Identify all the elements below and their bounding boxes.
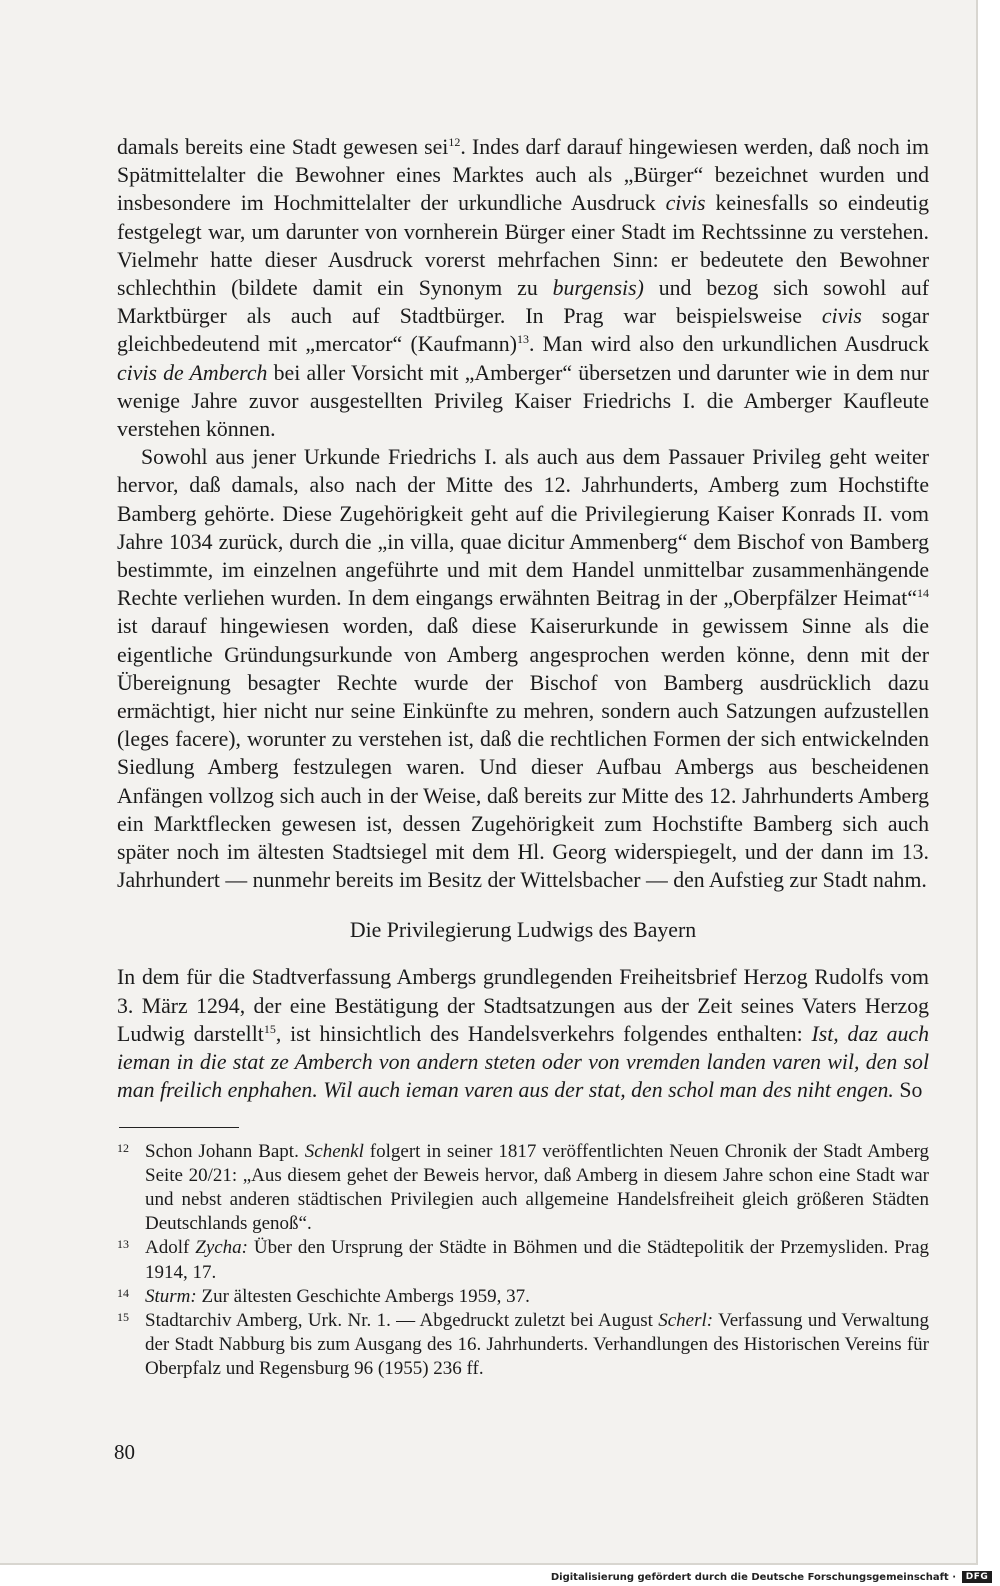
footnote-number: 13	[117, 1237, 129, 1252]
italic-term: burgensis)	[552, 276, 644, 301]
text-run: In dem für die Stadtverfassung Ambergs grundlegenden Freiheitsbrief Herzog Rudolfs vom 3. März 1294, der eine Bestätigung der Stadtsatzungen aus der Zeit seines Vaters Herzog Ludwig darstellt	[117, 965, 929, 1046]
italic-term: civis	[665, 191, 706, 216]
text-run: . Indes darf darauf hingewiesen werden, daß noch im Spätmittelalter die Bewohner eines Marktes auch als „Bürger“ bezeichnet wurden und insbesondere im Hochmittelalter der urkundliche Ausdruck	[117, 135, 929, 216]
text-run: , ist hinsichtlich des Handelsverkehrs folgendes enthalten:	[275, 1021, 812, 1046]
footnote-ref-12[interactable]: 12	[448, 135, 461, 149]
footnote-14	[117, 1285, 929, 1309]
italic-author: Schenkl	[304, 1140, 364, 1162]
text-run: damals bereits eine Stadt gewesen sei	[117, 135, 449, 159]
text-run: Zur ältesten Geschichte Ambergs 1959, 37.	[196, 1285, 530, 1307]
text-run: . Man wird also den urkundlichen Ausdruck	[528, 332, 929, 357]
text-run: ist darauf hingewiesen worden, daß diese Kaiserurkunde in gewissem Sinne als die eigentliche Gründungsurkunde von Amberg angesprochen werden könne, denn mit der Übereignung besagter Rechte wurde der Bischof von Bamberg ausdrücklich dazu ermächtigt, hier nicht nur seine Einkünfte zu mehren, sondern auch Satzungen aufzustellen (leges facere), worunter zu verstehen ist, daß die rechtlichen Formen der sich entwickelnden Siedlung Amberg festzulegen waren. Und dieser Aufbau Ambergs aus bescheidenen Anfängen vollzog sich auch in der Weise, daß bereits zur Mitte des 12. Jahrhunderts Amberg ein Marktflecken gewesen ist, dessen Zugehörigkeit zum Hochstifte Bamberg sich auch später noch im ältesten Stadtsiegel mit dem Hl. Georg widerspiegelt, und der dann im 13. Jahrhundert — nunmehr bereits im Besitz der Wittelsbacher — den Aufstieg zur Stadt nahm.	[117, 614, 929, 893]
text-run: bei aller Vorsicht mit „Amberger“ übersetzen und darunter wie in dem nur wenige Jahre zuvor ausgestellten Privileg Kaiser Friedrichs I. die Amberger Kaufleute verstehen können.	[117, 360, 929, 442]
digitization-credit: Digitalisierung gefördert durch die Deutsche Forschungsgemeinschaft ·	[550, 1572, 956, 1583]
text-run: keinesfalls so eindeutig festgelegt war, um darunter von vornherein Bürger einer Stadt im Rechtssinne zu verstehen. Vielmehr hatte dieser Ausdruck vorerst mehrfachen Sinn: er bedeutete den Bewohner schlechthin (bildete damit ein Synonym zu	[117, 191, 929, 301]
italic-author: Zycha:	[195, 1237, 249, 1259]
footnote-15	[117, 1309, 929, 1382]
footnote-12	[117, 1140, 929, 1237]
footnote-ref-14[interactable]: 14	[917, 586, 929, 601]
footnote-ref-13[interactable]: 13	[516, 332, 529, 347]
page-number: 80	[114, 1440, 135, 1464]
italic-term: civis de Amberch	[117, 360, 268, 385]
section-heading: Die Privilegierung Ludwigs des Bayern	[349, 918, 697, 943]
text-run: Schon Johann Bapt.	[145, 1140, 305, 1162]
italic-author: Sturm:	[145, 1285, 197, 1307]
footnote-ref-15[interactable]: 15	[263, 1021, 276, 1036]
text-run: sogar gleichbedeutend mit „mercator“ (Kaufmann)	[117, 304, 929, 357]
italic-author: Scherl:	[658, 1309, 714, 1331]
dfg-logo: DFG	[962, 1571, 992, 1583]
footnote-13	[117, 1236, 929, 1284]
text-run: Sowohl aus jener Urkunde Friedrichs I. als auch aus dem Passauer Privileg geht weiter hervor, daß damals, also nach der Mitte des 12. Jahrhunderts, Amberg zum Hochstifte Bamberg gehörte. Diese Zugehörigkeit geht auf die Privilegierung Kaiser Konrads II. vom Jahre 1034 zurück, durch die „in villa, quae dicitur Ammenberg“ dem Bischof von Bamberg bestimmte, im einzelnen angeführte und mit dem Handel unmittelbar zusammenhängende Rechte verliehen wurden. In dem eingangs erwähnten Beitrag in der „Oberpfälzer Heimat“	[117, 445, 929, 611]
footnote-number: 15	[117, 1309, 129, 1324]
text-run: folgert in seiner 1817 veröffentlichten Neuen Chronik der Stadt Amberg Seite 20/21: „Aus diesem gehet der Beweis hervor, daß Amberg in diesem Jahre schon eine Stadt war und nebst anderen städtischen Privilegien auch allgemeine Handelsfreiheit gleich größeren Städten Deutschlands genoß“.	[145, 1140, 929, 1235]
paragraph-1	[117, 133, 929, 443]
text-run: Stadtarchiv Amberg, Urk. Nr. 1. — Abgedruckt zuletzt bei August	[145, 1309, 659, 1331]
footnote-separator	[119, 1127, 239, 1128]
paragraph-2	[117, 443, 929, 894]
footnote-number: 14	[117, 1285, 129, 1300]
text-run: So	[893, 1078, 923, 1103]
italic-quote: Ist, daz auch ieman in die stat ze Amberch von andern steten oder von vremden landen varen wil, den sol man freilich enphahen. Wil auch ieman varen aus der stat, den schol man des niht engen.	[117, 1021, 930, 1103]
text-run: Verfassung und Verwaltung der Stadt Nabburg bis zum Ausgang des 16. Jahrhunderts. Verhandlungen des Historischen Vereins für Oberpfalz und Regensburg 96 (1955) 236 ff.	[145, 1309, 929, 1380]
text-run: Über den Ursprung der Städte in Böhmen und die Städtepolitik der Przemysliden. Prag 1914, 17.	[145, 1237, 930, 1283]
text-run: Adolf	[145, 1237, 196, 1259]
paragraph-3	[117, 963, 929, 1104]
text-run: und bezog sich sowohl auf Marktbürger als auch auf Stadtbürger. In Prag war beispielsweise	[117, 276, 929, 329]
footnote-number: 12	[117, 1140, 129, 1155]
footnotes	[117, 1140, 929, 1382]
main-text	[117, 133, 929, 1382]
italic-term: civis	[821, 304, 862, 329]
